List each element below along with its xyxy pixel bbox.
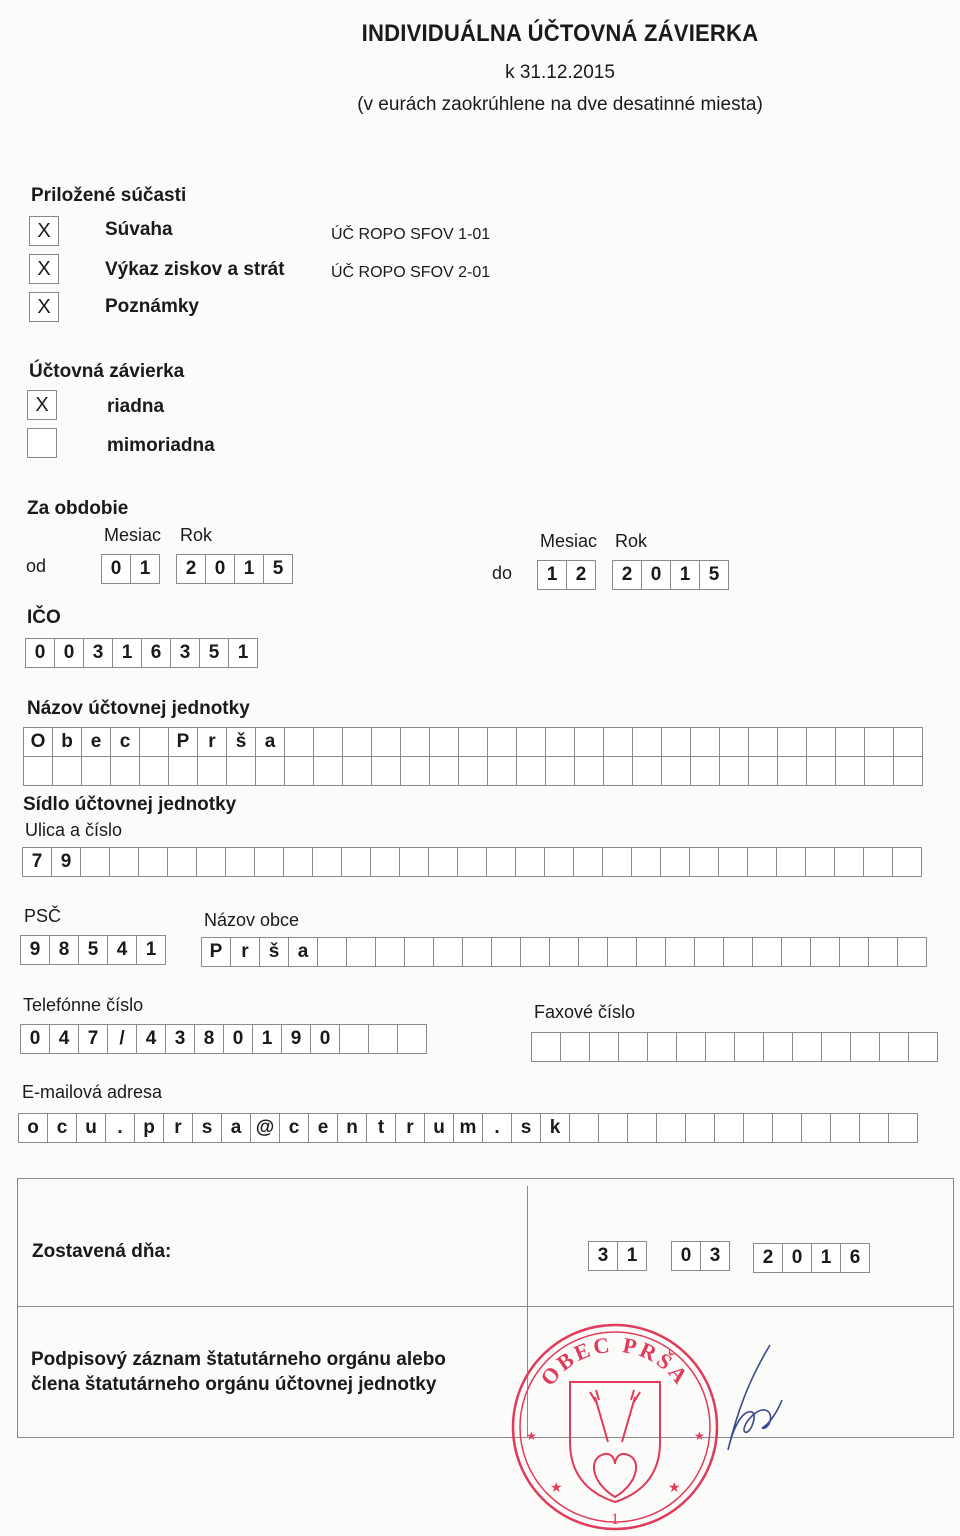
- char-cell: 8: [194, 1024, 224, 1054]
- char-cell: [690, 727, 720, 757]
- char-cell: š: [226, 727, 256, 757]
- char-cell: 0: [223, 1024, 253, 1054]
- char-cell: [80, 847, 110, 877]
- char-cell: a: [221, 1113, 251, 1143]
- char-cell: 8: [49, 935, 79, 965]
- char-cell: [139, 756, 169, 786]
- char-cell: 9: [51, 847, 81, 877]
- char-cell: [893, 756, 923, 786]
- compiled-month-field[interactable]: [671, 1241, 729, 1271]
- entity-name-field[interactable]: [23, 727, 922, 786]
- char-cell: 7: [22, 847, 52, 877]
- char-cell: 4: [107, 935, 137, 965]
- char-cell: 1: [228, 638, 258, 668]
- char-cell: [777, 756, 807, 786]
- digit-cell: 2: [566, 560, 596, 590]
- char-cell: [607, 937, 637, 967]
- char-cell: 1: [252, 1024, 282, 1054]
- char-cell: [317, 937, 347, 967]
- town-field[interactable]: [201, 937, 926, 967]
- char-cell: [375, 937, 405, 967]
- attachment-checkbox-suvaha[interactable]: X: [29, 216, 59, 246]
- char-cell: [806, 727, 836, 757]
- handwritten-signature: [700, 1340, 790, 1460]
- char-cell: [516, 727, 546, 757]
- signature-stroke: [728, 1345, 782, 1450]
- char-cell: 5: [78, 935, 108, 965]
- char-cell: b: [52, 727, 82, 757]
- char-cell: .: [482, 1113, 512, 1143]
- char-cell: [109, 847, 139, 877]
- char-cell: [598, 1113, 628, 1143]
- char-cell: [656, 1113, 686, 1143]
- entity-name-label: Názov účtovnej jednotky: [27, 698, 250, 719]
- char-cell: 9: [281, 1024, 311, 1054]
- char-cell: [763, 1032, 793, 1062]
- char-cell: [747, 847, 777, 877]
- char-cell: [560, 1032, 590, 1062]
- document-date: k 31.12.2015: [505, 62, 615, 83]
- char-cell: @: [250, 1113, 280, 1143]
- entity-name-row-2: [23, 756, 922, 786]
- char-cell: [574, 727, 604, 757]
- char-cell: [339, 1024, 369, 1054]
- char-cell: [429, 756, 459, 786]
- char-cell: 1: [136, 935, 166, 965]
- char-cell: 0: [25, 638, 55, 668]
- char-cell: [714, 1113, 744, 1143]
- footer-table: [17, 1178, 954, 1438]
- char-cell: [676, 1032, 706, 1062]
- char-cell: [400, 756, 430, 786]
- email-label: E-mailová adresa: [22, 1082, 163, 1102]
- char-cell: [515, 847, 545, 877]
- char-cell: 4: [136, 1024, 166, 1054]
- digit-cell: 2: [753, 1243, 783, 1273]
- attachments-heading: Priložené súčasti: [31, 185, 187, 206]
- digit-cell: 1: [617, 1241, 647, 1271]
- from-year-field[interactable]: [176, 554, 292, 584]
- statement-checkbox-mimoriadna[interactable]: [27, 428, 57, 458]
- char-cell: [254, 847, 284, 877]
- digit-cell: 1: [234, 554, 264, 584]
- char-cell: [399, 847, 429, 877]
- char-cell: 1: [112, 638, 142, 668]
- document-note: (v eurách zaokrúhlene na dve desatinné miesta): [357, 94, 763, 115]
- from-label: od: [26, 556, 47, 576]
- char-cell: 0: [54, 638, 84, 668]
- char-cell: [573, 847, 603, 877]
- char-cell: [531, 1032, 561, 1062]
- char-cell: [743, 1113, 773, 1143]
- char-cell: P: [201, 937, 231, 967]
- zip-field[interactable]: [20, 935, 165, 965]
- char-cell: r: [230, 937, 260, 967]
- char-cell: [772, 1113, 802, 1143]
- to-month-field[interactable]: [537, 560, 595, 590]
- digit-cell: 2: [612, 560, 642, 590]
- statement-label-riadna: riadna: [107, 396, 165, 417]
- char-cell: a: [255, 727, 285, 757]
- digit-cell: 0: [101, 554, 131, 584]
- char-cell: [462, 937, 492, 967]
- char-cell: e: [308, 1113, 338, 1143]
- street-label: Ulica a číslo: [25, 820, 123, 840]
- char-cell: [544, 847, 574, 877]
- char-cell: [888, 1113, 918, 1143]
- char-cell: [806, 756, 836, 786]
- digit-cell: 1: [670, 560, 700, 590]
- char-cell: [859, 1113, 889, 1143]
- char-cell: [752, 937, 782, 967]
- star-icon: ★: [550, 1479, 563, 1495]
- char-cell: [834, 847, 864, 877]
- char-cell: [864, 756, 894, 786]
- compiled-label: Zostavená dňa:: [32, 1241, 172, 1262]
- attachment-label-poznamky: Poznámky: [105, 296, 199, 317]
- char-cell: 3: [83, 638, 113, 668]
- char-cell: [661, 727, 691, 757]
- char-cell: [718, 847, 748, 877]
- official-stamp: [510, 1322, 720, 1532]
- digit-cell: 2: [176, 554, 206, 584]
- char-cell: [777, 727, 807, 757]
- from-month-field[interactable]: [101, 554, 159, 584]
- char-cell: 3: [170, 638, 200, 668]
- attachment-label-suvaha: Súvaha: [105, 219, 173, 240]
- char-cell: [110, 756, 140, 786]
- document-title: INDIVIDUÁLNA ÚČTOVNÁ ZÁVIERKA: [361, 20, 759, 47]
- char-cell: [312, 847, 342, 877]
- char-cell: u: [76, 1113, 106, 1143]
- char-cell: /: [107, 1024, 137, 1054]
- char-cell: [689, 847, 719, 877]
- char-cell: [632, 727, 662, 757]
- char-cell: [835, 727, 865, 757]
- char-cell: 4: [49, 1024, 79, 1054]
- char-cell: [225, 847, 255, 877]
- seat-heading: Sídlo účtovnej jednotky: [23, 794, 237, 815]
- char-cell: [781, 937, 811, 967]
- char-cell: [458, 727, 488, 757]
- digit-cell: 0: [671, 1241, 701, 1271]
- char-cell: [719, 756, 749, 786]
- char-cell: r: [395, 1113, 425, 1143]
- char-cell: r: [197, 727, 227, 757]
- char-cell: p: [134, 1113, 164, 1143]
- char-cell: [863, 847, 893, 877]
- town-label: Názov obce: [204, 910, 300, 930]
- char-cell: [255, 756, 285, 786]
- char-cell: [491, 937, 521, 967]
- char-cell: c: [110, 727, 140, 757]
- stamp-number: 1: [611, 1511, 619, 1528]
- char-cell: .: [105, 1113, 135, 1143]
- char-cell: 6: [141, 638, 171, 668]
- email-field[interactable]: [18, 1113, 917, 1143]
- char-cell: m: [453, 1113, 483, 1143]
- statement-checkbox-riadna[interactable]: X: [27, 390, 57, 420]
- zip-label: PSČ: [24, 906, 62, 926]
- heart-icon: [594, 1454, 636, 1497]
- char-cell: [636, 937, 666, 967]
- star-icon: ★: [526, 1429, 537, 1443]
- char-cell: [520, 937, 550, 967]
- char-cell: u: [424, 1113, 454, 1143]
- char-cell: [428, 847, 458, 877]
- char-cell: [839, 937, 869, 967]
- char-cell: [226, 756, 256, 786]
- char-cell: [748, 727, 778, 757]
- char-cell: [368, 1024, 398, 1054]
- char-cell: [892, 847, 922, 877]
- char-cell: [397, 1024, 427, 1054]
- char-cell: [486, 847, 516, 877]
- char-cell: c: [279, 1113, 309, 1143]
- char-cell: [864, 727, 894, 757]
- char-cell: 0: [310, 1024, 340, 1054]
- to-year-label: Rok: [615, 531, 648, 551]
- char-cell: [830, 1113, 860, 1143]
- char-cell: [893, 727, 923, 757]
- signature-label-line-2: člena štatutárneho orgánu účtovnej jednotky: [31, 1374, 437, 1395]
- digit-cell: 0: [782, 1243, 812, 1273]
- char-cell: [549, 937, 579, 967]
- digit-cell: 0: [205, 554, 235, 584]
- char-cell: [810, 937, 840, 967]
- char-cell: [52, 756, 82, 786]
- char-cell: [168, 756, 198, 786]
- char-cell: [631, 847, 661, 877]
- digit-cell: 5: [699, 560, 729, 590]
- char-cell: [371, 756, 401, 786]
- char-cell: [665, 937, 695, 967]
- char-cell: t: [366, 1113, 396, 1143]
- char-cell: [805, 847, 835, 877]
- char-cell: [139, 727, 169, 757]
- char-cell: [578, 937, 608, 967]
- char-cell: [574, 756, 604, 786]
- char-cell: [283, 847, 313, 877]
- attachment-code-suvaha: ÚČ ROPO SFOV 1-01: [331, 226, 491, 243]
- digit-cell: 1: [537, 560, 567, 590]
- from-month-label: Mesiac: [104, 525, 162, 545]
- char-cell: a: [288, 937, 318, 967]
- char-cell: [660, 847, 690, 877]
- digit-cell: 5: [263, 554, 293, 584]
- char-cell: [342, 756, 372, 786]
- char-cell: [897, 937, 927, 967]
- fax-label: Faxové číslo: [534, 1002, 636, 1022]
- char-cell: [719, 727, 749, 757]
- char-cell: [908, 1032, 938, 1062]
- star-icon: ★: [694, 1429, 705, 1443]
- char-cell: s: [192, 1113, 222, 1143]
- char-cell: [603, 756, 633, 786]
- char-cell: 9: [20, 935, 50, 965]
- signature-label-line-1: Podpisový záznam štatutárneho orgánu alebo: [31, 1349, 446, 1370]
- digit-cell: 3: [588, 1241, 618, 1271]
- char-cell: [81, 756, 111, 786]
- char-cell: [723, 937, 753, 967]
- char-cell: [313, 727, 343, 757]
- phone-field[interactable]: [20, 1024, 426, 1054]
- char-cell: r: [163, 1113, 193, 1143]
- wheat-icon: [595, 1397, 635, 1442]
- wheat-ears-icon: [590, 1390, 640, 1402]
- char-cell: [690, 756, 720, 786]
- char-cell: e: [81, 727, 111, 757]
- char-cell: [705, 1032, 735, 1062]
- char-cell: k: [540, 1113, 570, 1143]
- char-cell: [632, 756, 662, 786]
- char-cell: [685, 1113, 715, 1143]
- char-cell: [457, 847, 487, 877]
- char-cell: [661, 756, 691, 786]
- ico-label: IČO: [27, 607, 61, 628]
- char-cell: [879, 1032, 909, 1062]
- compiled-day-field[interactable]: [588, 1241, 646, 1271]
- statement-label-mimoriadna: mimoriadna: [107, 435, 215, 456]
- char-cell: [748, 756, 778, 786]
- char-cell: [487, 756, 517, 786]
- attachment-checkbox-vykaz[interactable]: X: [29, 254, 59, 284]
- char-cell: [370, 847, 400, 877]
- char-cell: [429, 727, 459, 757]
- char-cell: [400, 727, 430, 757]
- attachment-code-vykaz: ÚČ ROPO SFOV 2-01: [331, 264, 491, 281]
- digit-cell: 3: [700, 1241, 730, 1271]
- char-cell: [569, 1113, 599, 1143]
- coat-of-arms-shield-icon: [570, 1382, 660, 1502]
- char-cell: [850, 1032, 880, 1062]
- char-cell: c: [47, 1113, 77, 1143]
- to-year-field[interactable]: [612, 560, 728, 590]
- char-cell: [602, 847, 632, 877]
- fax-field[interactable]: [531, 1032, 937, 1062]
- char-cell: n: [337, 1113, 367, 1143]
- char-cell: [433, 937, 463, 967]
- statement-type-heading: Účtovná závierka: [29, 361, 185, 382]
- ico-field[interactable]: [25, 638, 257, 668]
- char-cell: [284, 727, 314, 757]
- char-cell: [342, 727, 372, 757]
- char-cell: O: [23, 727, 53, 757]
- char-cell: š: [259, 937, 289, 967]
- char-cell: [603, 727, 633, 757]
- street-field[interactable]: [22, 847, 921, 877]
- char-cell: [618, 1032, 648, 1062]
- char-cell: [197, 756, 227, 786]
- from-year-label: Rok: [180, 525, 213, 545]
- char-cell: [313, 756, 343, 786]
- char-cell: [458, 756, 488, 786]
- phone-label: Telefónne číslo: [23, 995, 144, 1015]
- char-cell: [346, 937, 376, 967]
- char-cell: [627, 1113, 657, 1143]
- char-cell: [589, 1032, 619, 1062]
- char-cell: [734, 1032, 764, 1062]
- attachment-label-vykaz: Výkaz ziskov a strát: [105, 259, 285, 280]
- char-cell: [138, 847, 168, 877]
- compiled-year-field[interactable]: [753, 1243, 869, 1273]
- char-cell: [647, 1032, 677, 1062]
- char-cell: [821, 1032, 851, 1062]
- stamp-text-path: OBEC PRŠA: [535, 1331, 695, 1391]
- char-cell: [545, 727, 575, 757]
- digit-cell: 1: [130, 554, 160, 584]
- char-cell: [516, 756, 546, 786]
- char-cell: 0: [20, 1024, 50, 1054]
- footer-divider-horizontal: [17, 1306, 954, 1307]
- char-cell: [868, 937, 898, 967]
- char-cell: [487, 727, 517, 757]
- char-cell: [801, 1113, 831, 1143]
- char-cell: [545, 756, 575, 786]
- char-cell: [835, 756, 865, 786]
- char-cell: [341, 847, 371, 877]
- entity-name-row-1: [23, 727, 922, 757]
- period-heading: Za obdobie: [27, 498, 129, 519]
- char-cell: P: [168, 727, 198, 757]
- to-label: do: [492, 563, 513, 583]
- char-cell: 3: [165, 1024, 195, 1054]
- char-cell: [196, 847, 226, 877]
- char-cell: [167, 847, 197, 877]
- digit-cell: 1: [811, 1243, 841, 1273]
- digit-cell: 0: [641, 560, 671, 590]
- star-icon: ★: [668, 1479, 681, 1495]
- char-cell: [23, 756, 53, 786]
- digit-cell: 6: [840, 1243, 870, 1273]
- char-cell: [371, 727, 401, 757]
- char-cell: [404, 937, 434, 967]
- char-cell: o: [18, 1113, 48, 1143]
- char-cell: [284, 756, 314, 786]
- char-cell: [694, 937, 724, 967]
- char-cell: 5: [199, 638, 229, 668]
- char-cell: s: [511, 1113, 541, 1143]
- to-month-label: Mesiac: [540, 531, 598, 551]
- char-cell: [792, 1032, 822, 1062]
- char-cell: [776, 847, 806, 877]
- char-cell: 7: [78, 1024, 108, 1054]
- attachment-checkbox-poznamky[interactable]: X: [29, 292, 59, 322]
